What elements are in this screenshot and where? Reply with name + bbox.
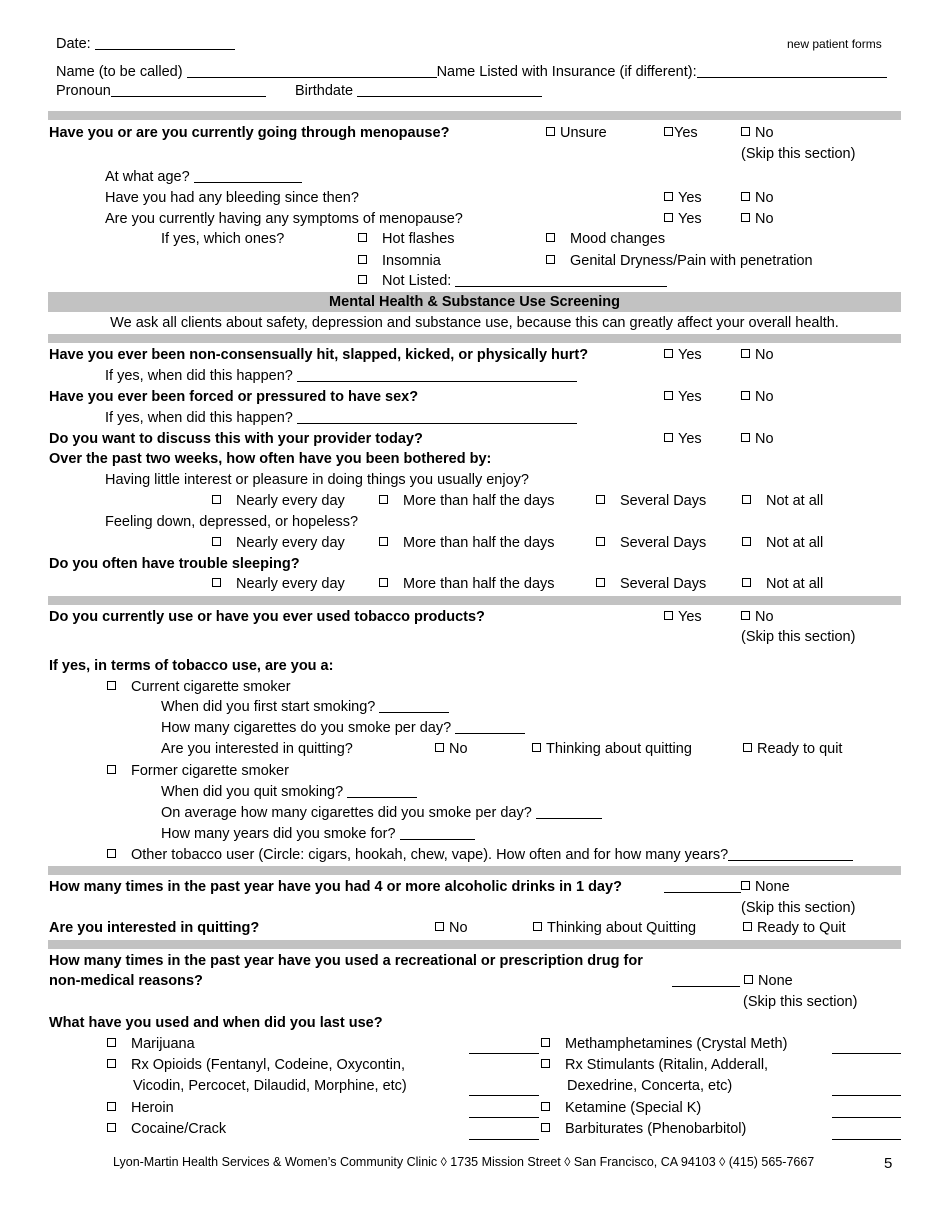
- other-tobacco-blank[interactable]: [728, 848, 853, 861]
- stimulants-option-line2: Dexedrine, Concerta, etc): [567, 1078, 733, 1094]
- former-smoker-option[interactable]: Former cigarette smoker: [107, 764, 289, 779]
- tobacco-no-option[interactable]: No: [741, 610, 774, 625]
- years-field[interactable]: How many years did you smoke for?: [161, 827, 475, 842]
- checkbox-icon[interactable]: [212, 578, 221, 587]
- mood-changes-option[interactable]: Mood changes: [546, 232, 665, 247]
- menopause-age-field[interactable]: At what age?: [105, 170, 302, 185]
- alcohol-quit-no-option[interactable]: No: [435, 921, 468, 936]
- checkbox-icon[interactable]: [741, 611, 750, 620]
- tobacco-question: Do you currently use or have you ever used tobacco products?: [49, 609, 485, 625]
- sex-yes-option[interactable]: Yes: [664, 390, 702, 405]
- checkbox-icon[interactable]: [596, 495, 605, 504]
- drugs-question-line2: non-medical reasons?: [49, 973, 203, 989]
- checkbox-icon[interactable]: [358, 255, 367, 264]
- down-nearly-every-day[interactable]: Nearly every day: [212, 536, 345, 551]
- hurt-question: Have you ever been non-consensually hit, slapped, kicked, or physically hurt?: [49, 347, 589, 363]
- barbiturates-last-use-blank[interactable]: [832, 1138, 901, 1140]
- sleep-more-than-half[interactable]: More than half the days: [379, 577, 555, 592]
- tobacco-yes-option[interactable]: Yes: [664, 610, 702, 625]
- tobacco-skip-note: (Skip this section): [741, 629, 856, 645]
- down-question: Feeling down, depressed, or hopeless?: [105, 514, 359, 530]
- down-not-at-all[interactable]: Not at all: [742, 536, 823, 551]
- avg-per-day-field[interactable]: On average how many cigarettes did you smoke per day?: [161, 806, 602, 821]
- discuss-yes-option[interactable]: Yes: [664, 432, 702, 447]
- first-start-blank[interactable]: [379, 700, 449, 713]
- avg-per-day-blank[interactable]: [536, 806, 602, 819]
- symptoms-question: Are you currently having any symptoms of menopause?: [105, 211, 463, 227]
- menopause-no-option[interactable]: No: [741, 126, 774, 141]
- checkbox-icon[interactable]: [212, 537, 221, 546]
- birthdate-field[interactable]: Birthdate: [295, 84, 542, 99]
- birthdate-blank[interactable]: [357, 84, 542, 97]
- tobacco-thinking-option[interactable]: Thinking about quitting: [532, 742, 692, 757]
- heroin-option[interactable]: Heroin: [107, 1101, 174, 1116]
- checkbox-icon[interactable]: [541, 1038, 550, 1047]
- cocaine-last-use-blank[interactable]: [469, 1138, 539, 1140]
- section-divider: [48, 866, 901, 875]
- two-weeks-question: Over the past two weeks, how often have you been bothered by:: [49, 451, 492, 467]
- ketamine-last-use-blank[interactable]: [832, 1116, 901, 1118]
- marijuana-last-use-blank[interactable]: [469, 1052, 539, 1054]
- checkbox-icon[interactable]: [435, 743, 444, 752]
- sex-when-field[interactable]: If yes, when did this happen?: [105, 411, 577, 426]
- drugs-count-blank[interactable]: [672, 974, 740, 987]
- quit-interest-question: Are you interested in quitting?: [161, 741, 353, 757]
- name-blank[interactable]: [187, 65, 437, 78]
- menopause-skip-note: (Skip this section): [741, 146, 856, 162]
- section-divider: [48, 940, 901, 949]
- checkbox-icon[interactable]: [741, 433, 750, 442]
- checkbox-icon[interactable]: [107, 1123, 116, 1132]
- date-label: Date:: [56, 36, 91, 52]
- name-field[interactable]: Name (to be called) Name Listed with Insurance (if different):: [56, 65, 887, 80]
- checkbox-icon[interactable]: [742, 578, 751, 587]
- alcohol-count-field[interactable]: None: [664, 880, 790, 895]
- checkbox-icon[interactable]: [596, 537, 605, 546]
- checkbox-icon[interactable]: [664, 391, 673, 400]
- checkbox-icon[interactable]: [546, 233, 555, 242]
- page-number: 5: [884, 1155, 893, 1172]
- interest-not-at-all[interactable]: Not at all: [742, 494, 823, 509]
- alcohol-question: How many times in the past year have you had 4 or more alcoholic drinks in 1 day?: [49, 879, 622, 895]
- checkbox-icon[interactable]: [379, 537, 388, 546]
- checkbox-icon[interactable]: [741, 349, 750, 358]
- insomnia-option[interactable]: Insomnia: [358, 254, 441, 269]
- tobacco-quit-no-option[interactable]: No: [435, 742, 468, 757]
- quit-when-field[interactable]: When did you quit smoking?: [161, 785, 417, 800]
- interest-more-than-half[interactable]: More than half the days: [379, 494, 555, 509]
- checkbox-icon[interactable]: [533, 922, 542, 931]
- drugs-count-field[interactable]: None: [672, 974, 793, 989]
- checkbox-icon[interactable]: [107, 1102, 116, 1111]
- date-field[interactable]: [56, 37, 235, 52]
- checkbox-icon[interactable]: [664, 611, 673, 620]
- checkbox-icon[interactable]: [107, 1038, 116, 1047]
- checkbox-icon[interactable]: [379, 578, 388, 587]
- tobacco-ready-option[interactable]: Ready to quit: [743, 742, 842, 757]
- sleep-nearly-every-day[interactable]: Nearly every day: [212, 577, 345, 592]
- checkbox-icon[interactable]: [107, 765, 116, 774]
- alcohol-skip-note: (Skip this section): [741, 900, 856, 916]
- discuss-question: Do you want to discuss this with your provider today?: [49, 431, 423, 447]
- menopause-unsure-option[interactable]: Unsure: [546, 126, 607, 141]
- hurt-no-option[interactable]: No: [741, 348, 774, 363]
- section-divider: [48, 596, 901, 605]
- checkbox-icon[interactable]: [546, 127, 555, 136]
- symptoms-yes-option[interactable]: Yes: [664, 212, 702, 227]
- down-more-than-half[interactable]: More than half the days: [379, 536, 555, 551]
- checkbox-icon[interactable]: [546, 255, 555, 264]
- checkbox-icon[interactable]: [541, 1102, 550, 1111]
- checkbox-icon[interactable]: [212, 495, 221, 504]
- first-start-field[interactable]: When did you first start smoking?: [161, 700, 449, 715]
- interest-question: Having little interest or pleasure in doing things you usually enjoy?: [105, 472, 529, 488]
- opioids-option-line2: Vicodin, Percocet, Dilaudid, Morphine, etc): [133, 1078, 407, 1094]
- meth-last-use-blank[interactable]: [832, 1052, 901, 1054]
- down-several-days[interactable]: Several Days: [596, 536, 706, 551]
- checkbox-icon[interactable]: [664, 433, 673, 442]
- drugs-question-line1: How many times in the past year have you used a recreational or prescription drug for: [49, 953, 643, 969]
- checkbox-icon[interactable]: [358, 233, 367, 242]
- checkbox-icon[interactable]: [741, 881, 750, 890]
- current-smoker-option[interactable]: Current cigarette smoker: [107, 680, 291, 695]
- checkbox-icon[interactable]: [107, 681, 116, 690]
- checkbox-icon[interactable]: [741, 192, 750, 201]
- checkbox-icon[interactable]: [379, 495, 388, 504]
- which-symptoms-label: If yes, which ones?: [161, 231, 285, 247]
- ketamine-option[interactable]: Ketamine (Special K): [541, 1101, 701, 1116]
- quit-when-blank[interactable]: [347, 785, 417, 798]
- marijuana-option[interactable]: Marijuana: [107, 1037, 195, 1052]
- discuss-no-option[interactable]: No: [741, 432, 774, 447]
- menopause-question: Have you or are you currently going through menopause?: [49, 125, 450, 141]
- footer-address: Lyon-Martin Health Services & Women’s Community Clinic ◊ 1735 Mission Street ◊ San Francisco, CA 94103 ◊ (415) 565-7667: [113, 1155, 815, 1169]
- checkbox-icon[interactable]: [664, 127, 673, 136]
- checkbox-icon[interactable]: [596, 578, 605, 587]
- genital-dryness-option[interactable]: Genital Dryness/Pain with penetration: [546, 254, 813, 269]
- stimulants-last-use-blank[interactable]: [832, 1094, 901, 1096]
- date-blank[interactable]: [95, 37, 235, 50]
- sex-question: Have you ever been forced or pressured to have sex?: [49, 389, 419, 405]
- hurt-yes-option[interactable]: Yes: [664, 348, 702, 363]
- meth-option[interactable]: Methamphetamines (Crystal Meth): [541, 1037, 787, 1052]
- checkbox-icon[interactable]: [742, 537, 751, 546]
- checkbox-icon[interactable]: [107, 1059, 116, 1068]
- mental-health-intro: We ask all clients about safety, depression and substance use, because this can greatly affect your overall health.: [110, 315, 839, 331]
- interest-several-days[interactable]: Several Days: [596, 494, 706, 509]
- checkbox-icon[interactable]: [541, 1059, 550, 1068]
- sleep-question: Do you often have trouble sleeping?: [49, 556, 300, 572]
- interest-nearly-every-day[interactable]: Nearly every day: [212, 494, 345, 509]
- pronoun-field[interactable]: Pronoun: [56, 84, 266, 99]
- bleeding-no-option[interactable]: No: [741, 191, 774, 206]
- bleeding-yes-option[interactable]: Yes: [664, 191, 702, 206]
- checkbox-icon[interactable]: [741, 127, 750, 136]
- checkbox-icon[interactable]: [744, 975, 753, 984]
- other-tobacco-option[interactable]: Other tobacco user (Circle: cigars, hookah, chew, vape). How often and for how many years?: [107, 848, 853, 863]
- symptoms-no-option[interactable]: No: [741, 212, 774, 227]
- sleep-several-days[interactable]: Several Days: [596, 577, 706, 592]
- hurt-when-blank[interactable]: [297, 369, 577, 382]
- checkbox-icon[interactable]: [107, 849, 116, 858]
- checkbox-icon[interactable]: [743, 922, 752, 931]
- checkbox-icon[interactable]: [743, 743, 752, 752]
- section-divider: [48, 111, 901, 120]
- per-day-field[interactable]: How many cigarettes do you smoke per day?: [161, 721, 525, 736]
- cocaine-option[interactable]: Cocaine/Crack: [107, 1122, 226, 1137]
- hot-flashes-option[interactable]: Hot flashes: [358, 232, 455, 247]
- sex-when-blank[interactable]: [297, 411, 577, 424]
- per-day-blank[interactable]: [455, 721, 525, 734]
- not-listed-option[interactable]: Not Listed:: [358, 274, 667, 289]
- pronoun-blank[interactable]: [111, 84, 266, 97]
- years-blank[interactable]: [400, 827, 475, 840]
- mental-health-heading: Mental Health & Substance Use Screening: [329, 294, 620, 310]
- checkbox-icon[interactable]: [741, 213, 750, 222]
- hurt-when-field[interactable]: If yes, when did this happen?: [105, 369, 577, 384]
- insurance-name-blank[interactable]: [697, 65, 887, 78]
- stimulants-option[interactable]: Rx Stimulants (Ritalin, Adderall,: [541, 1058, 768, 1073]
- sleep-not-at-all[interactable]: Not at all: [742, 577, 823, 592]
- checkbox-icon[interactable]: [541, 1123, 550, 1132]
- age-blank[interactable]: [194, 170, 302, 183]
- opioids-option[interactable]: Rx Opioids (Fentanyl, Codeine, Oxycontin,: [107, 1058, 405, 1073]
- checkbox-icon[interactable]: [664, 192, 673, 201]
- checkbox-icon[interactable]: [664, 349, 673, 358]
- alcohol-count-blank[interactable]: [664, 880, 741, 893]
- alcohol-ready-option[interactable]: Ready to Quit: [743, 921, 846, 936]
- form-label: new patient forms: [787, 37, 882, 51]
- heroin-last-use-blank[interactable]: [469, 1116, 539, 1118]
- menopause-yes-option[interactable]: Yes: [664, 126, 698, 141]
- checkbox-icon[interactable]: [742, 495, 751, 504]
- drugs-used-question: What have you used and when did you last use?: [49, 1015, 383, 1031]
- drugs-skip-note: (Skip this section): [743, 994, 858, 1010]
- checkbox-icon[interactable]: [664, 213, 673, 222]
- opioids-last-use-blank[interactable]: [469, 1094, 539, 1096]
- sex-no-option[interactable]: No: [741, 390, 774, 405]
- barbiturates-option[interactable]: Barbiturates (Phenobarbitol): [541, 1122, 746, 1137]
- bleeding-question: Have you had any bleeding since then?: [105, 190, 359, 206]
- checkbox-icon[interactable]: [741, 391, 750, 400]
- section-divider: [48, 334, 901, 343]
- checkbox-icon[interactable]: [435, 922, 444, 931]
- not-listed-blank[interactable]: [455, 274, 667, 287]
- checkbox-icon[interactable]: [532, 743, 541, 752]
- alcohol-thinking-option[interactable]: Thinking about Quitting: [533, 921, 696, 936]
- alcohol-quit-question: Are you interested in quitting?: [49, 920, 260, 936]
- checkbox-icon[interactable]: [358, 275, 367, 284]
- tobacco-type-question: If yes, in terms of tobacco use, are you a:: [49, 658, 334, 674]
